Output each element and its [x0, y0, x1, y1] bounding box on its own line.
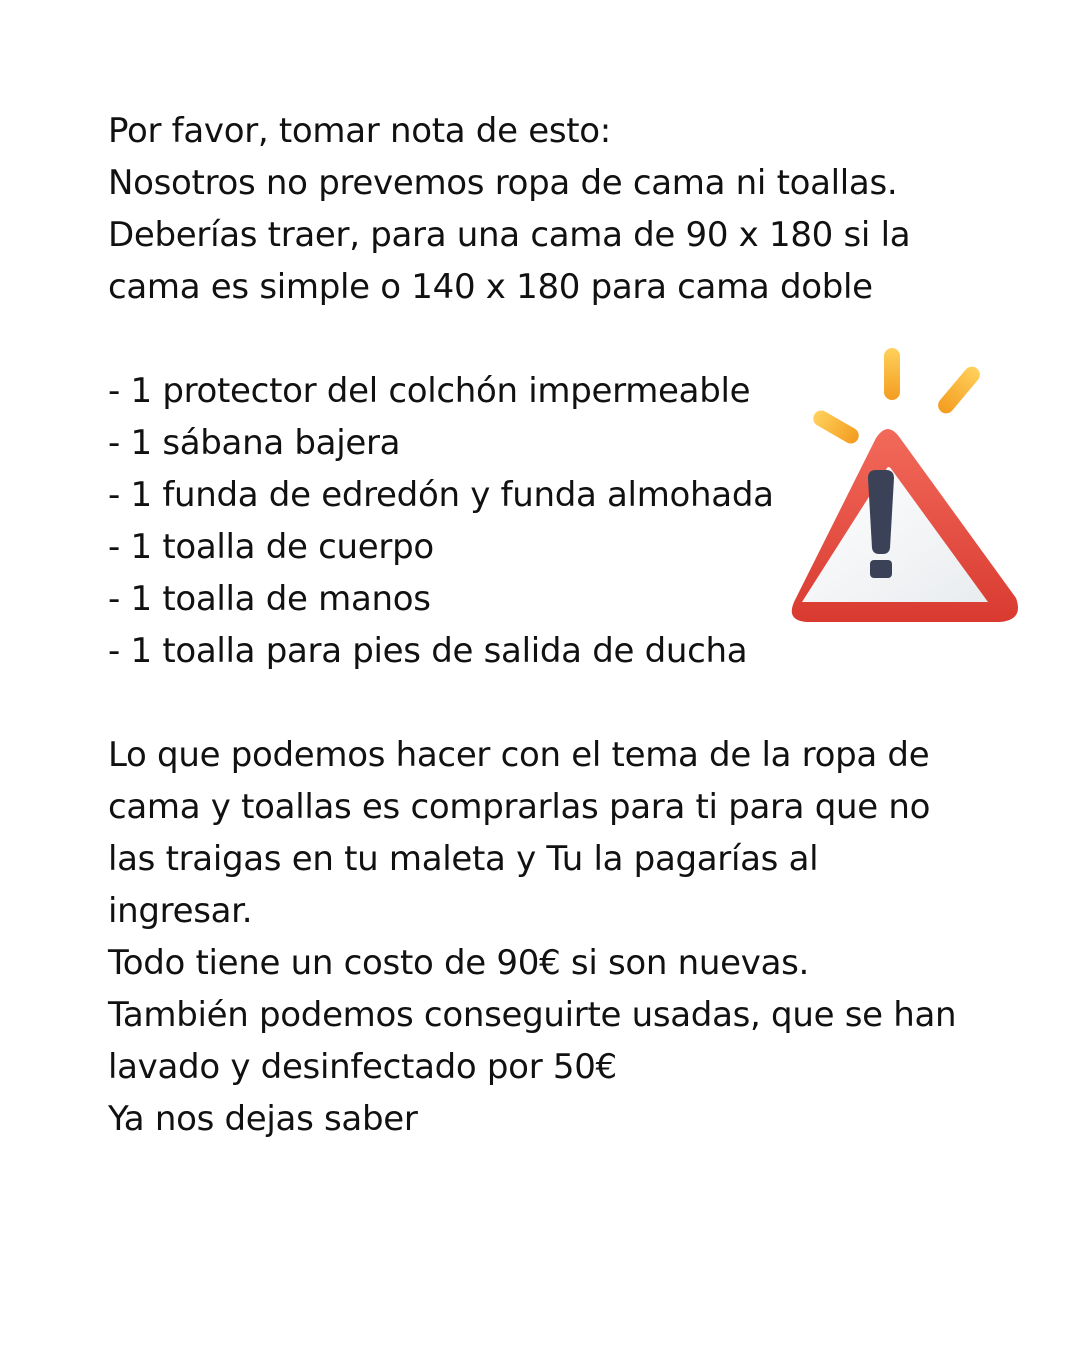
- list-item: - 1 toalla de cuerpo: [108, 527, 434, 567]
- intro-line: Deberías traer, para una cama de 90 x 180 si la: [108, 215, 911, 255]
- warning-triangle-icon: [788, 340, 1028, 630]
- offer-line: ingresar.: [108, 891, 253, 931]
- list-item: - 1 funda de edredón y funda almohada: [108, 475, 774, 515]
- offer-line: Lo que podemos hacer con el tema de la ropa de: [108, 735, 930, 775]
- list-item: - 1 protector del colchón impermeable: [108, 371, 751, 411]
- list-item: - 1 sábana bajera: [108, 423, 401, 463]
- offer-line: También podemos conseguirte usadas, que se han: [108, 995, 957, 1035]
- alert-rays: [810, 348, 983, 446]
- offer-line: Ya nos dejas saber: [108, 1099, 418, 1139]
- intro-line: Por favor, tomar nota de esto:: [108, 111, 611, 151]
- list-item: - 1 toalla de manos: [108, 579, 431, 619]
- offer-line: lavado y desinfectado por 50€: [108, 1047, 617, 1087]
- intro-paragraph: [108, 105, 1008, 313]
- exclamation-icon: [868, 470, 894, 578]
- intro-line: cama es simple o 140 x 180 para cama doble: [108, 267, 873, 307]
- list-item: - 1 toalla para pies de salida de ducha: [108, 631, 748, 671]
- offer-paragraph: [108, 729, 1008, 1145]
- offer-line: las traigas en tu maleta y Tu la pagarías al: [108, 839, 819, 879]
- offer-line: Todo tiene un costo de 90€ si son nuevas.: [108, 943, 810, 983]
- intro-line: Nosotros no prevemos ropa de cama ni toallas.: [108, 163, 898, 203]
- paragraph-spacer: [108, 677, 1008, 729]
- offer-line: cama y toallas es comprarlas para ti para que no: [108, 787, 931, 827]
